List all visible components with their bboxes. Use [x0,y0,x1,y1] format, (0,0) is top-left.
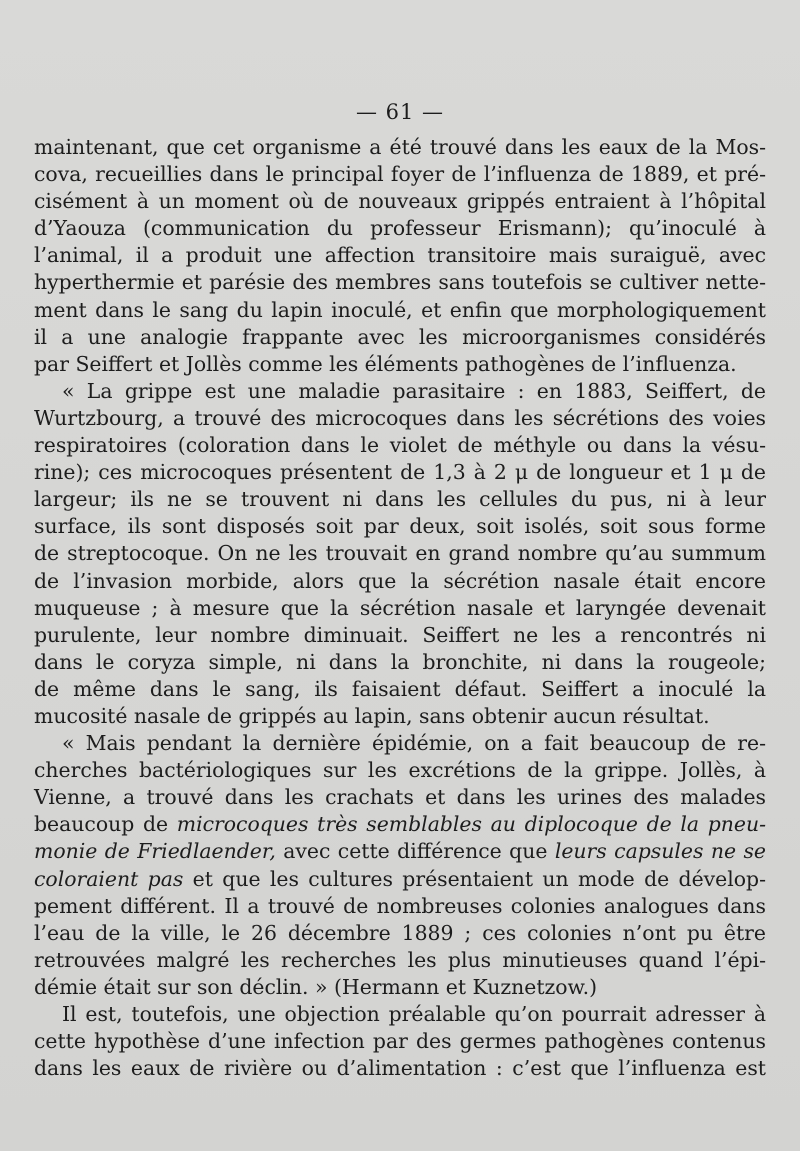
text-line [34,297,766,324]
text-segment: cherches bactériologiques sur les excrétions de la grippe. Jollès, à [34,758,766,783]
text-segment: Vienne, a trouvé dans les crachats et dans les urines des malades [34,785,766,810]
text-segment: hyperthermie et parésie des membres sans toutefois se cultiver nette- [34,270,766,295]
text-segment: par Seiffert et Jollès comme les éléments pathogènes de l’influenza. [34,351,737,376]
text-line [34,622,766,649]
text-segment: microcoques très semblables au diplocoque de la pneu- [176,812,767,837]
text-line [34,134,766,161]
text-segment: il a une analogie frappante avec les microorganismes considérés [34,324,766,349]
text-segment: retrouvées malgré les recherches les plus minutieuses quand l’épi- [34,947,766,972]
text-segment: leurs capsules ne se [554,839,767,864]
text-segment: de même dans le sang, ils faisaient défaut. Seiffert a inoculé la [34,676,766,701]
text-line [34,649,766,676]
text-segment: Wurtzbourg, a trouvé des microcoques dans les sécrétions des voies [34,405,766,430]
text-segment: cova, recueillies dans le principal foyer de l’influenza de 1889, et pré- [34,162,766,187]
text-segment: beaucoup de [34,812,177,837]
text-line [34,1001,766,1028]
text-segment: purulente, leur nombre diminuait. Seiffert ne les a rencontrés ni [34,622,766,647]
text-segment: maintenant, que cet organisme a été trouvé dans les eaux de la Mos- [34,135,766,159]
text-segment: pement différent. Il a trouvé de nombreuses colonies analogues dans [34,893,766,918]
text-line [34,405,766,432]
text-segment: et que les cultures présentaient un mode de dévelop- [183,866,766,891]
text-line [34,730,766,757]
text-segment: démie était sur son déclin. » (Hermann et Kuznetzow.) [34,974,598,999]
text-line [34,974,766,1001]
text-line [34,595,766,622]
text-segment: muqueuse ; à mesure que la sécrétion nasale et laryngée devenait [34,595,766,620]
text-line [34,893,766,920]
text-line [34,161,766,188]
text-segment: dans les eaux de rivière ou d’alimentation : c’est que l’influenza est [34,1056,766,1081]
text-line [34,1055,766,1082]
text-line [34,378,766,405]
text-line [34,947,766,974]
text-segment: mucosité nasale de grippés au lapin, sans obtenir aucun résultat. [34,703,710,728]
text-line [34,324,766,351]
text-segment: « La grippe est une maladie parasitaire : en 1883, Seiffert, de [62,378,766,403]
text-line [34,757,766,784]
text-line [34,784,766,811]
text-segment: respiratoires (coloration dans le violet de méthyle ou dans la vésu- [34,433,766,458]
text-segment: d’Yaouza (communication du professeur Erismann); qu’inoculé à [34,216,766,241]
text-segment: ment dans le sang du lapin inoculé, et enfin que morphologiquement [34,297,766,322]
text-segment: dans le coryza simple, ni dans la bronchite, ni dans la rougeole; [34,649,766,674]
text-line [34,432,766,459]
text-segment: cisément à un moment où de nouveaux grippés entraient à l’hôpital [34,189,766,214]
page-number: — 61 — [355,100,445,124]
text-segment: avec cette différence que [275,839,555,864]
text-line [34,1028,766,1055]
text-line [34,920,766,947]
text-segment: surface, ils sont disposés soit par deux, soit isolés, soit sous forme [34,514,766,539]
text-segment: largeur; ils ne se trouvent ni dans les cellules du pus, ni à leur [34,487,766,512]
text-line [34,568,766,595]
text-segment: l’eau de la ville, le 26 décembre 1889 ; ces colonies n’ont pu être [34,920,766,945]
text-line [34,215,766,242]
text-line [34,866,766,893]
text-line [34,513,766,540]
text-line [34,188,766,215]
text-segment: l’animal, il a produit une affection transitoire mais suraiguë, avec [34,243,766,268]
text-segment: rine); ces microcoques présentent de 1,3 à 2 μ de longueur et 1 μ de [34,460,766,485]
text-line [34,242,766,269]
text-segment: de l’invasion morbide, alors que la sécrétion nasale était encore [34,568,766,593]
text-segment: monie de Friedlaender, [34,839,276,864]
text-segment: « Mais pendant la dernière épidémie, on a fait beaucoup de re- [62,731,766,756]
text-line [34,838,766,865]
text-segment: de streptocoque. On ne les trouvait en grand nombre qu’au summum [34,541,766,566]
text-line [34,811,766,838]
text-segment: coloraient pas [34,866,184,891]
text-segment: Il est, toutefois, une objection préalable qu’on pourrait adresser à [62,1002,766,1026]
text-line [34,351,766,378]
text-segment: cette hypothèse d’une infection par des germes pathogènes contenus [34,1029,766,1054]
text-line [34,486,766,513]
text-line [34,459,766,486]
text-line [34,269,766,296]
text-line [34,676,766,703]
text-line [34,703,766,730]
text-line [34,540,766,567]
body-text [34,134,766,1082]
